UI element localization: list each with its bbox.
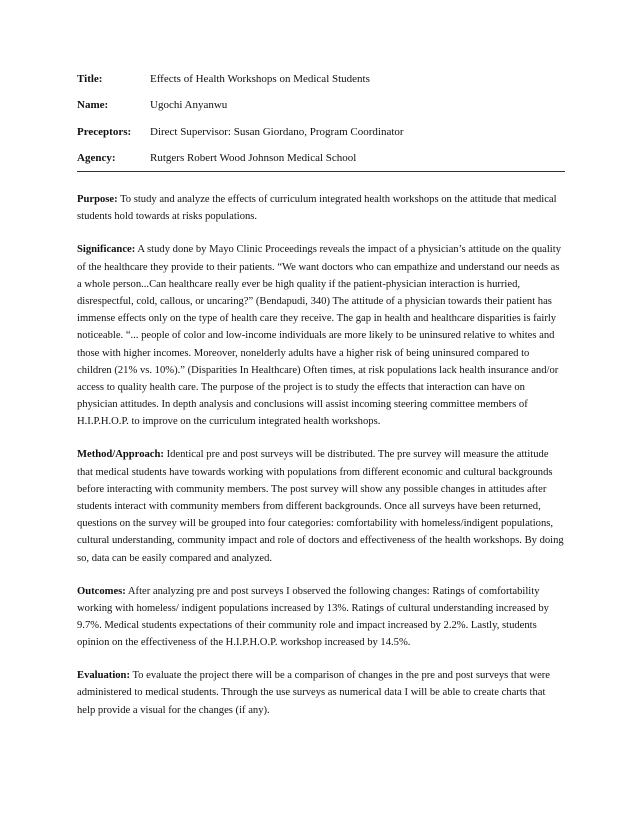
outcomes-text: After analyzing pre and post surveys I observed the following changes: Ratings of comfortability working with homeless/ indigent populations increased by 13%. Ratings of cultural understanding increased by 9.7%. Medical students expectations of their community role and impact increased by 2.2%. Lastly, students opinion on the effectiveness of the H.I.P.H.O.P. workshop increased by 14.5%. [77, 585, 549, 649]
outcomes-label: Outcomes: [77, 585, 126, 597]
significance-paragraph [77, 241, 565, 430]
name-value: Ugochi Anyanwu [150, 99, 228, 112]
purpose-label: Purpose: [77, 194, 118, 206]
header-divider [77, 171, 565, 172]
agency-label: Agency: [77, 151, 116, 164]
title-label: Title: [77, 73, 103, 85]
header-row-agency [77, 152, 565, 165]
title-value: Effects of Health Workshops on Medical Students [150, 73, 370, 85]
document-body [77, 191, 565, 719]
evaluation-text: To evaluate the project there will be a comparison of changes in the pre and post surveys that were administered to medical students. Through the use surveys as numerical data I will be able to create charts that help provide a visual for the changes (if any). [77, 670, 551, 716]
preceptors-value: Direct Supervisor: Susan Giordano, Program Coordinator [150, 125, 404, 138]
purpose-text: To study and analyze the effects of curriculum integrated health workshops on the attitude that medical students hold towards at risks populations. [77, 194, 557, 223]
agency-value: Rutgers Robert Wood Johnson Medical School [150, 151, 357, 164]
significance-text: A study done by Mayo Clinic Proceedings reveals the impact of a physician’s attitude on the quality of the healthcare they provide to their patients. “We want doctors who can empathize and understand our needs as a whole person...Can healthcare really ever be high quality if the patient-physician interaction is hurried, disrespectful, cold, callous, or uncaring?” (Bendapudi, 340) The attitude of a physician towards their patient has immense effects only on the type of health care they receive. The gap in health and healthcare disparities is fairly noticeable. “... people of color and low-income individuals are more likely to be uninsured relative to whites and those with higher incomes. Moreover, nonelderly adults have a higher risk of being uninsured compared to children (21% vs. 10%).” (Disparities In Healthcare) Often times, at risk populations lack health insurance and/or access to quality health care. The purpose of the project is to study the effects that interaction can have on physician attitudes. In depth analysis and conclusions will assist incoming steering committee members of H.I.P.H.O.P. to improve on the curriculum integrated health workshops. [77, 244, 561, 428]
header-row-name [77, 99, 565, 112]
evaluation-paragraph [77, 667, 565, 719]
evaluation-label: Evaluation: [77, 670, 130, 682]
significance-label: Significance: [77, 244, 136, 256]
header-row-preceptors [77, 126, 565, 139]
method-paragraph [77, 446, 565, 566]
method-text: Identical pre and post surveys will be distributed. The pre survey will measure the attitude that medical students have towards working with populations from different economic and cultural backgrounds before interacting with community members. The post survey will show any possible changes in attitudes after students interact with community members from different backgrounds. Once all surveys have been returned, questions on the survey will be grouped into four categories: comfortability with homeless/indigent populations, cultural understanding, community impact and role of doctors and effectiveness of the health workshops. By doing so, data can be easily compared and analyzed. [77, 449, 564, 564]
preceptors-label: Preceptors: [77, 125, 132, 138]
header-row-title [77, 73, 565, 86]
name-label: Name: [77, 99, 109, 112]
method-label: Method/Approach: [77, 449, 164, 461]
purpose-paragraph [77, 191, 565, 225]
document-header [77, 73, 565, 172]
outcomes-paragraph [77, 583, 565, 652]
document-page [77, 0, 565, 735]
